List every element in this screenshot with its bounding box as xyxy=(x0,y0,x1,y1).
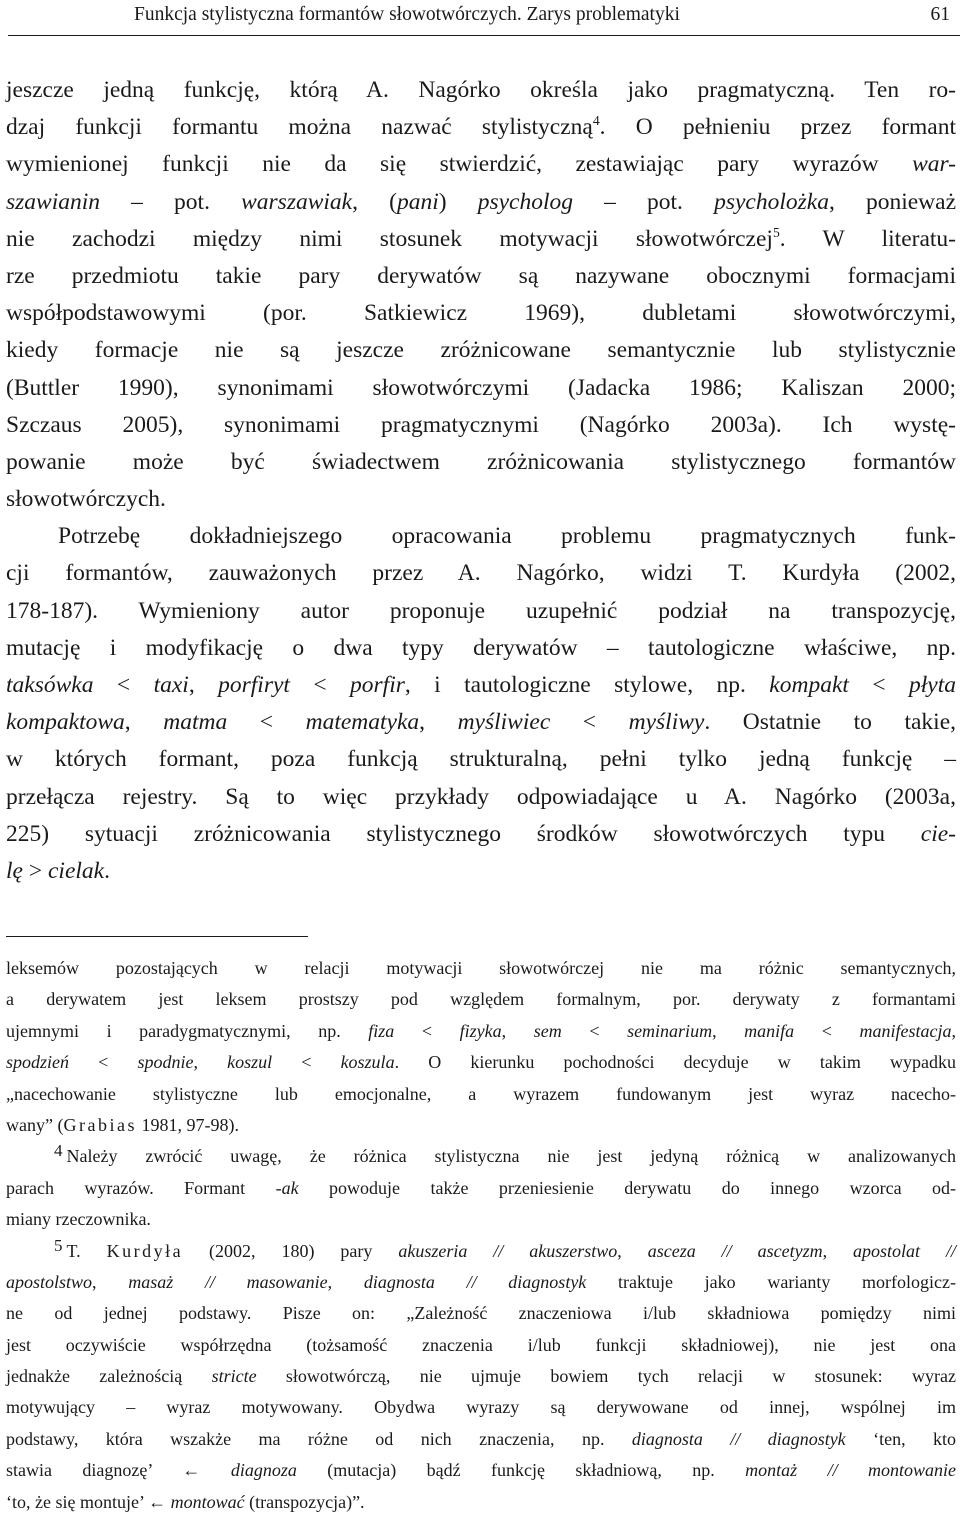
text-span: jeszcze jedną funkcję, którą A. Nagórko określa jako pragmatyczną. Ten ro- xyxy=(6,77,956,103)
text-line xyxy=(6,481,956,518)
text-line xyxy=(6,853,956,890)
italic-text: apostolat // xyxy=(853,1240,957,1261)
text-span: Kurdyła xyxy=(106,1240,184,1261)
text-line xyxy=(6,630,956,667)
text-span: słowotwórczą, nie ujmuje bowiem tych relacji w stosunek: wyraz xyxy=(256,1366,956,1387)
text-span: > xyxy=(22,857,48,884)
text-span: współpodstawowymi (por. Satkiewicz 1969), dubletami słowotwórczymi, xyxy=(6,300,956,327)
text-span: , i tautologiczne stylowe, np. xyxy=(404,672,770,698)
italic-text: pani xyxy=(396,188,439,215)
text-span: < xyxy=(848,672,910,698)
text-span: Szczaus 2005), synonimami pragmatycznymi (Nagórko 2003a). Ich wystę- xyxy=(6,411,956,438)
main-text xyxy=(6,72,956,890)
text-line xyxy=(6,221,956,258)
text-span: < xyxy=(272,1052,341,1073)
text-line xyxy=(6,370,956,407)
italic-text: cielak xyxy=(47,857,105,884)
italic-text: kompakt xyxy=(769,672,849,698)
text-span: , xyxy=(822,1240,854,1261)
italic-text: taxi xyxy=(153,672,189,698)
italic-text: cie- xyxy=(920,820,956,847)
text-span: ‘to, że się montuje’ ← xyxy=(6,1491,171,1512)
text-span: . Ostatnie to takie, xyxy=(704,709,957,736)
italic-text: myśliwiec xyxy=(457,709,551,736)
text-span: < xyxy=(289,672,351,698)
footnote-4-line xyxy=(6,1173,956,1204)
footnote-5-line xyxy=(6,1298,956,1329)
text-span: < xyxy=(69,1052,138,1073)
text-span: , xyxy=(617,1240,648,1261)
italic-text: kompaktowa xyxy=(6,709,125,736)
footnote-4-line xyxy=(6,1204,956,1235)
footnote-separator xyxy=(6,936,308,937)
text-span: motywujący – wyraz motywowany. Obydwa wyrazy są derywowane od innej, wspólnej im xyxy=(6,1397,956,1418)
italic-text: masaż // masowanie xyxy=(128,1271,328,1292)
italic-text: diagnosta // diagnostyk xyxy=(363,1271,587,1292)
text-span: wymienionej funkcji nie da się stwierdzić, zestawiając pary wyrazów xyxy=(6,151,913,178)
text-line xyxy=(6,779,956,816)
text-line xyxy=(6,704,956,741)
text-line xyxy=(6,444,956,481)
italic-text: apostolstwo xyxy=(6,1271,93,1292)
footnote-number: 5 xyxy=(54,1235,63,1255)
page-header xyxy=(0,0,960,36)
italic-text: koszul xyxy=(227,1052,273,1073)
text-span: , ( xyxy=(352,188,397,215)
footnote-5-line xyxy=(6,1455,956,1486)
running-head: Funkcja stylistyczna formantów słowotwórczych. Zarys problematyki xyxy=(134,4,680,25)
text-span: , xyxy=(419,709,458,736)
text-span: wany” ( xyxy=(6,1114,64,1135)
italic-text: porfiryt xyxy=(218,672,290,698)
text-span: . xyxy=(104,857,110,884)
italic-text: taksówka xyxy=(6,672,94,698)
text-line xyxy=(6,295,956,332)
text-span: ujemnymi i paradygmatycznymi, np. xyxy=(6,1020,369,1041)
footnote-ref: 5 xyxy=(772,224,780,240)
text-span: , ponieważ xyxy=(828,188,957,215)
text-span: a derywatem jest leksem prostszy pod względem formalnym, por. derywaty z formantami xyxy=(6,989,956,1010)
text-span: miany rzeczownika. xyxy=(6,1209,151,1230)
italic-text: warszawiak xyxy=(241,188,353,215)
text-span: przełącza rejestry. Są to więc przykłady odpowiadające u A. Nagórko (2003a, xyxy=(6,783,956,810)
text-span: (transpozycja)”. xyxy=(244,1491,365,1512)
text-span: < xyxy=(794,1020,860,1041)
text-span: stawia diagnozę’ ← xyxy=(6,1460,231,1481)
text-span: , xyxy=(327,1271,364,1292)
text-line xyxy=(6,741,956,778)
text-line xyxy=(6,518,956,555)
text-span: . O pełnieniu przez formant xyxy=(599,114,957,141)
text-span: . O kierunku pochodności decyduje w takim wypadku xyxy=(394,1052,957,1073)
footnote-line xyxy=(6,1079,956,1110)
italic-text: manifestacja xyxy=(859,1020,952,1041)
text-line xyxy=(6,332,956,369)
italic-text: lę xyxy=(6,857,23,884)
text-line xyxy=(6,816,956,853)
text-span: jest oczywiście współrzędna (tożsamość znaczenia i/lub funkcji składniowej), nie jest ona xyxy=(6,1334,956,1355)
footnote-5-line xyxy=(6,1330,956,1361)
text-span: (Buttler 1990), synonimami słowotwórczymi (Jadacka 1986; Kaliszan 2000; xyxy=(6,374,956,401)
text-span: powoduje także przeniesienie derywatu do innego wzorca od- xyxy=(298,1177,956,1198)
text-span: , xyxy=(188,672,219,698)
text-span: słowotwórczych. xyxy=(6,486,166,513)
text-line xyxy=(6,555,956,592)
text-span: < xyxy=(561,1020,628,1041)
text-span: ne od jednej podstawy. Pisze on: „Zależność znaczeniowa i/lub składniowa pomiędzy nimi xyxy=(6,1303,956,1324)
text-span: < xyxy=(227,709,306,736)
text-span: powanie może być świadectwem zróżnicowania stylistycznego formantów xyxy=(6,448,956,475)
italic-text: matematyka xyxy=(305,709,420,736)
footnote-number: 4 xyxy=(54,1141,63,1161)
text-span: kiedy formacje nie są jeszcze zróżnicowane semantycznie lub stylistycznie xyxy=(6,337,956,364)
italic-text: płyta xyxy=(909,672,957,698)
footnote-line xyxy=(6,1016,956,1047)
italic-text: akuszeria // akuszerstwo xyxy=(398,1240,618,1261)
header-rule xyxy=(8,35,960,36)
footnote-4-line xyxy=(6,1141,956,1172)
italic-text: myśliwy xyxy=(628,709,705,736)
italic-text: montować xyxy=(170,1491,245,1512)
text-span: Potrzebę dokładniejszego opracowania problemu pragmatycznych funk- xyxy=(58,523,956,550)
text-line xyxy=(6,72,956,109)
text-span: 225) sytuacji zróżnicowania stylistycznego środków słowotwórczych typu xyxy=(6,820,921,847)
italic-text: fiza xyxy=(368,1020,395,1041)
text-span: (mutacja) bądź funkcję składniową, np. xyxy=(296,1460,746,1481)
text-span: ‘ten, kto xyxy=(845,1428,956,1449)
footnote-5-line xyxy=(6,1236,956,1267)
text-span: ) xyxy=(438,188,478,215)
text-line xyxy=(6,407,956,444)
footnote-5-line xyxy=(6,1424,956,1455)
text-span: nie zachodzi między nimi stosunek motywacji słowotwórczej xyxy=(6,225,773,252)
footnote-line xyxy=(6,1047,956,1078)
italic-text: war- xyxy=(912,151,956,178)
footnote-5-line xyxy=(6,1487,956,1518)
footnote-line xyxy=(6,984,956,1015)
italic-text: szawianin xyxy=(6,188,101,215)
italic-text: matma xyxy=(163,709,228,736)
footnote-line xyxy=(6,953,956,984)
text-span: 1981, 97-98). xyxy=(136,1114,239,1135)
text-span: dzaj funkcji formantu można nazwać stylistyczną xyxy=(6,114,593,141)
footnotes xyxy=(6,953,956,1518)
italic-text: manifa xyxy=(744,1020,795,1041)
italic-text: diagnosta // diagnostyk xyxy=(631,1428,846,1449)
text-line xyxy=(6,667,956,704)
text-line xyxy=(6,109,956,146)
text-span: . W literatu- xyxy=(779,225,956,252)
text-span: leksemów pozostających w relacji motywacji słowotwórczej nie ma różnic semantycznych, xyxy=(6,958,956,978)
italic-text: psycholog xyxy=(477,188,573,215)
footnote-line xyxy=(6,1110,956,1141)
footnote-5-line xyxy=(6,1361,956,1392)
text-line xyxy=(6,258,956,295)
text-line xyxy=(6,593,956,630)
page-number: 61 xyxy=(930,4,950,25)
text-span: , xyxy=(712,1020,745,1041)
text-span: „nacechowanie stylistyczne lub emocjonalne, a wyrazem fundowanym jest wyraz nacecho- xyxy=(6,1083,956,1104)
footnote-5-line xyxy=(6,1392,956,1423)
text-span: , xyxy=(951,1020,956,1041)
text-span: Należy zwrócić uwagę, że różnica stylistyczna nie jest jedyną różnicą w analizowanych xyxy=(66,1146,956,1167)
italic-text: sem xyxy=(533,1020,562,1041)
italic-text: porfir xyxy=(350,672,405,698)
text-span: – pot. xyxy=(100,188,242,215)
text-span: < xyxy=(93,672,154,698)
footnote-ref: 4 xyxy=(592,113,600,129)
text-span: parach wyrazów. Formant xyxy=(6,1177,276,1198)
text-span: < xyxy=(550,709,629,736)
text-span: podstawy, która wszakże ma różne od nich znaczenia, np. xyxy=(6,1428,632,1449)
text-span: , xyxy=(193,1052,228,1073)
italic-text: fizyka xyxy=(459,1020,502,1041)
text-span: T. xyxy=(66,1240,107,1261)
italic-text: psycholożka xyxy=(714,188,829,215)
italic-text: seminarium xyxy=(627,1020,713,1041)
text-span: , xyxy=(124,709,164,736)
italic-text: diagnoza xyxy=(230,1460,297,1481)
text-span: , xyxy=(92,1271,129,1292)
text-span: 178-187). Wymieniony autor proponuje uzupełnić podział na transpozycję, xyxy=(6,597,956,624)
footnote-5-line xyxy=(6,1267,956,1298)
italic-text: koszula xyxy=(340,1052,395,1073)
italic-text: stricte xyxy=(211,1366,257,1387)
italic-text: -ak xyxy=(275,1177,299,1198)
text-span: w których formant, poza funkcją strukturalną, pełni tylko jedną funkcję – xyxy=(6,746,956,773)
italic-text: spodzień xyxy=(6,1052,69,1073)
text-line xyxy=(6,146,956,183)
text-span: (2002, 180) pary xyxy=(183,1240,399,1261)
text-span: rze przedmiotu takie pary derywatów są nazywane obocznymi formacjami xyxy=(6,262,956,289)
italic-text: montaż // montowanie xyxy=(745,1460,956,1481)
italic-text: asceza // ascetyzm xyxy=(647,1240,823,1261)
text-span: – pot. xyxy=(573,188,715,215)
text-span: Grabias xyxy=(63,1114,137,1135)
text-span: mutację i modyfikację o dwa typy derywatów – tautologiczne właściwe, np. xyxy=(6,634,956,661)
italic-text: spodnie xyxy=(137,1052,194,1073)
text-span: < xyxy=(394,1020,460,1041)
text-line xyxy=(6,184,956,221)
text-span: traktuje jako warianty morfologicz- xyxy=(586,1271,957,1292)
text-span: cji formantów, zauważonych przez A. Nagórko, widzi T. Kurdyła (2002, xyxy=(6,560,956,587)
text-span: jednakże zależnością xyxy=(6,1366,212,1387)
text-span: , xyxy=(501,1020,534,1041)
